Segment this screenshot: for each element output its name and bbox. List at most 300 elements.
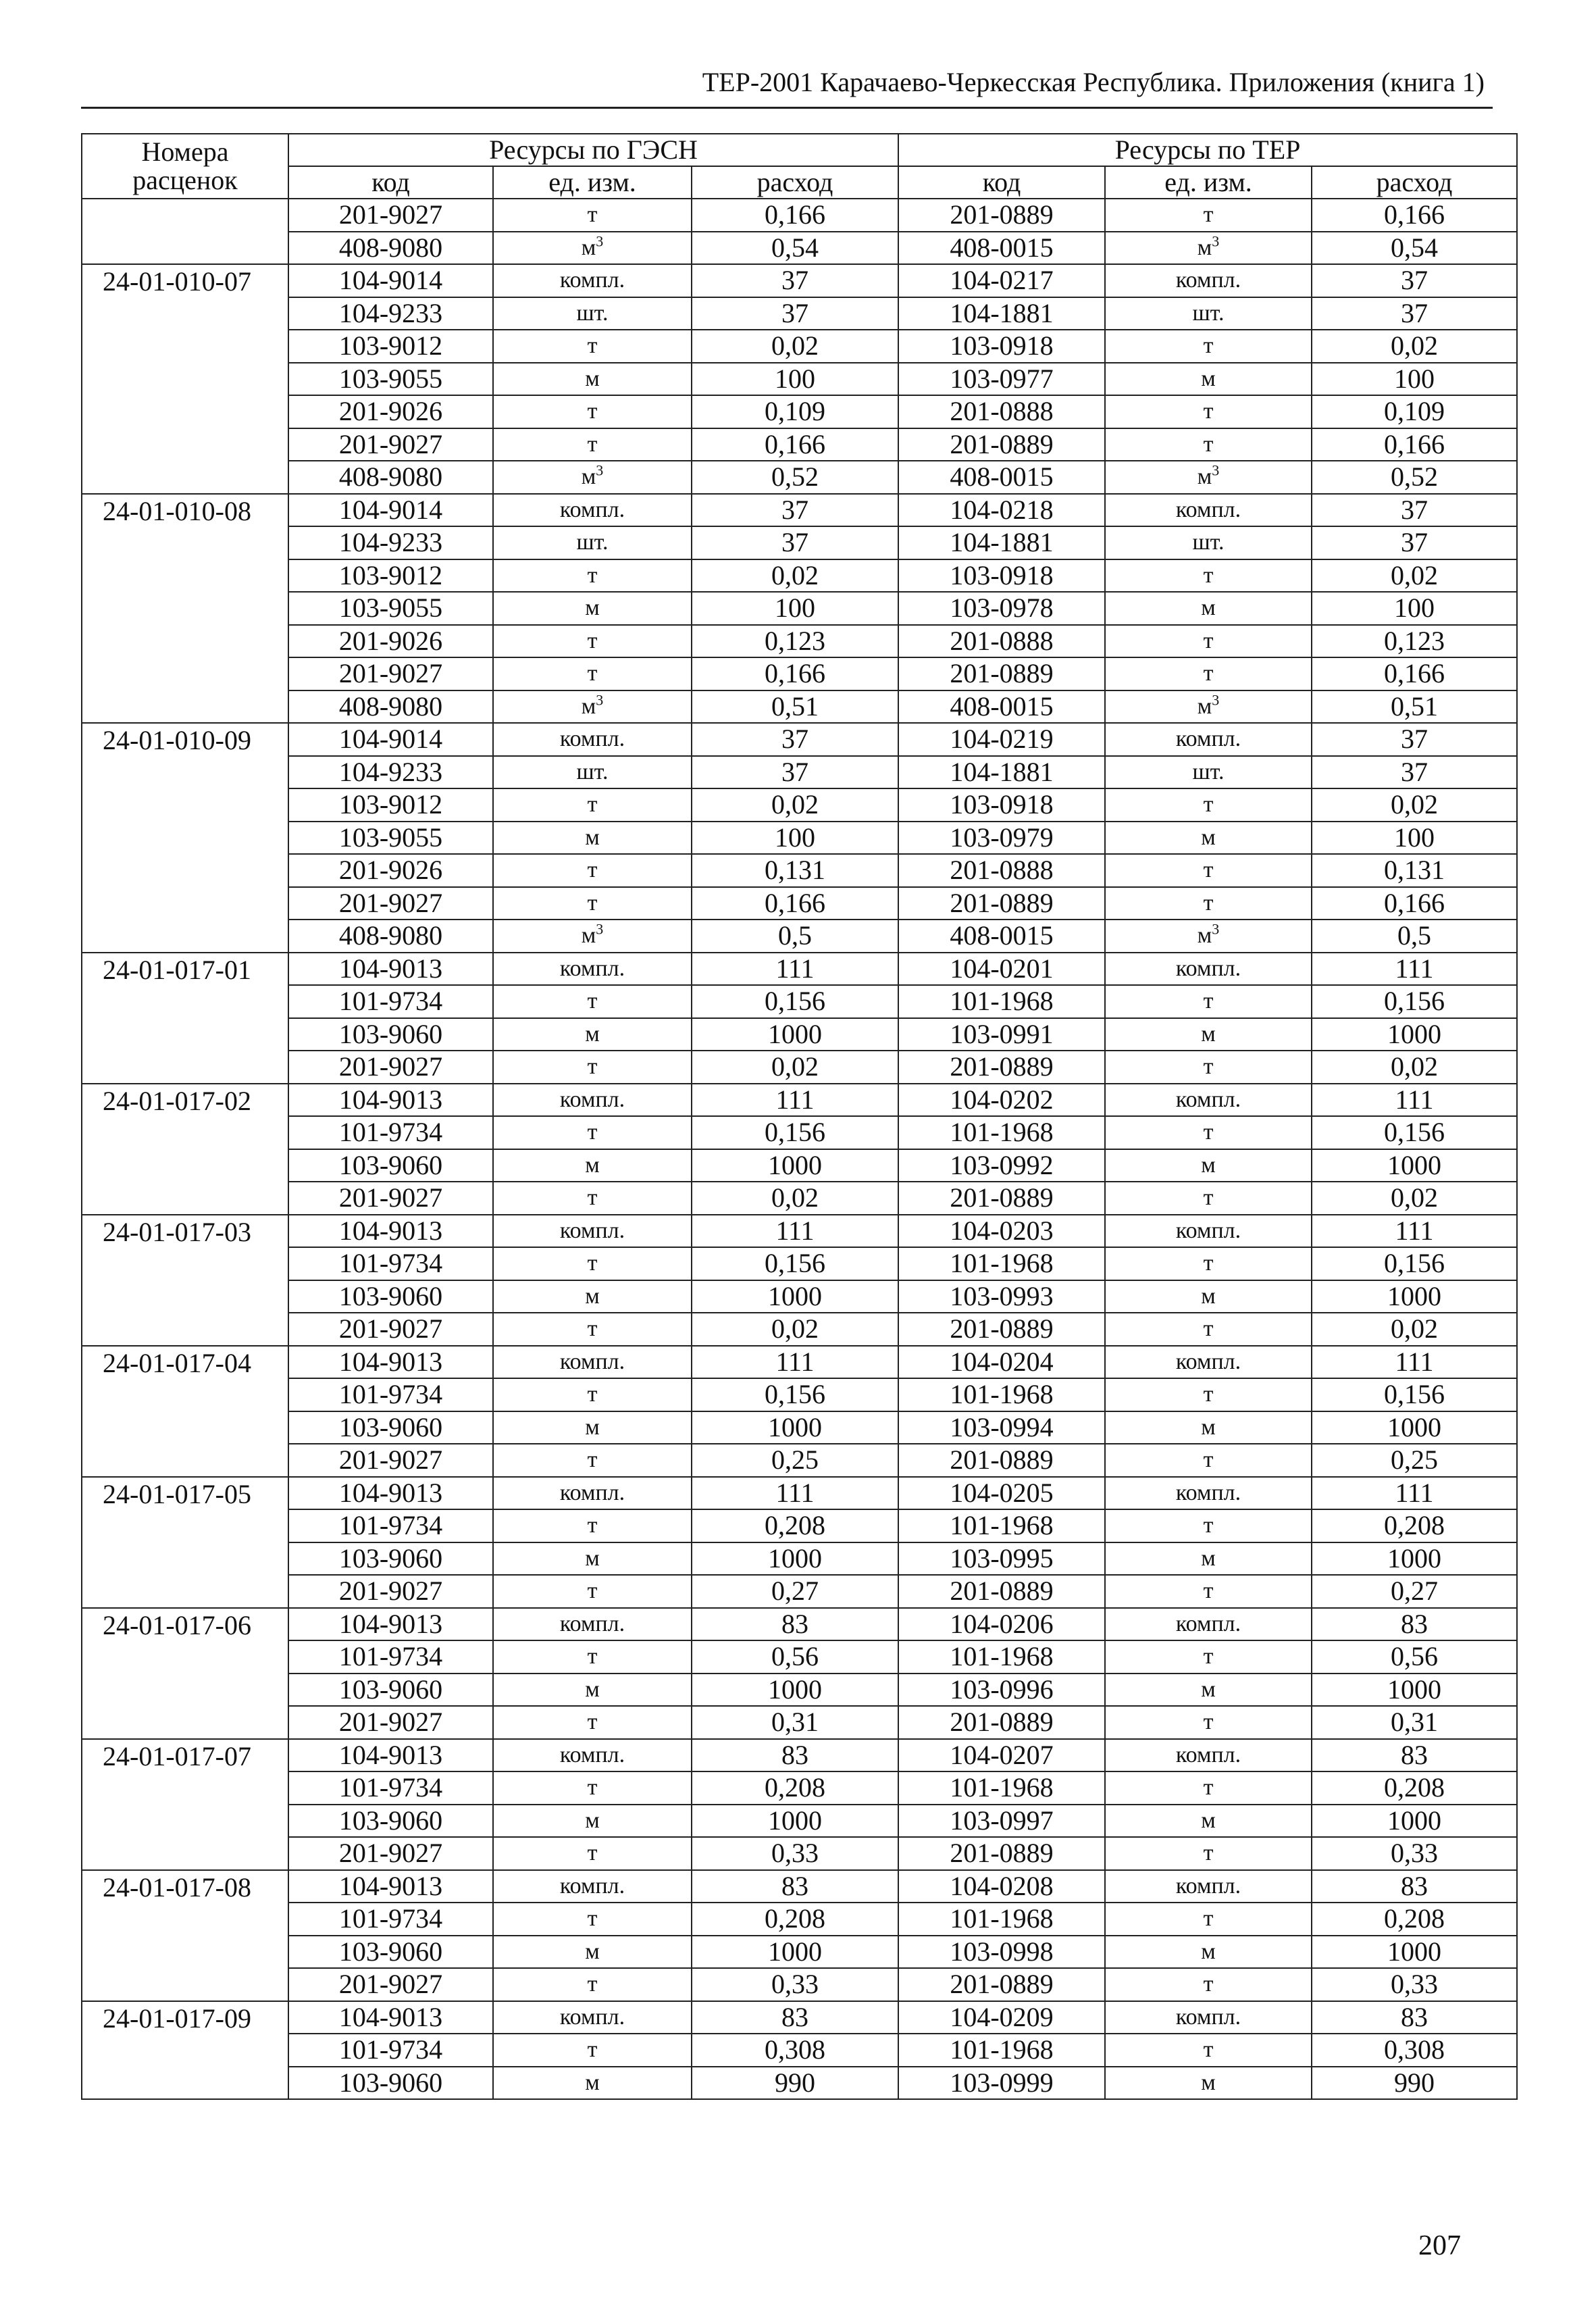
ter-code-cell: 103-0997 bbox=[898, 1805, 1105, 1838]
gesn-unit-cell: компл. bbox=[493, 1084, 692, 1117]
gesn-code-cell: 101-9734 bbox=[288, 1771, 493, 1805]
gesn-amount-cell: 0,109 bbox=[692, 395, 898, 428]
rate-number-cell bbox=[82, 199, 288, 264]
gesn-code-cell: 408-9080 bbox=[288, 920, 493, 953]
gesn-unit-cell: компл. bbox=[493, 1739, 692, 1772]
table-row bbox=[82, 1051, 1517, 1084]
ter-unit-cell: т bbox=[1105, 1247, 1312, 1280]
gesn-unit-cell: м bbox=[493, 1149, 692, 1182]
gesn-unit-cell: т bbox=[493, 887, 692, 920]
gesn-code-cell: 101-9734 bbox=[288, 1509, 493, 1542]
gesn-unit-cell: $м^3$ bbox=[493, 461, 692, 494]
ter-unit-cell: т bbox=[1105, 657, 1312, 690]
ter-code-cell: 101-1968 bbox=[898, 985, 1105, 1018]
table-row bbox=[82, 1215, 1517, 1248]
gesn-amount-cell: 0,54 bbox=[692, 232, 898, 265]
superscript-3: 3 bbox=[596, 921, 604, 938]
ter-code-cell: 201-0888 bbox=[898, 625, 1105, 658]
gesn-amount-cell: 37 bbox=[692, 723, 898, 756]
ter-code-cell: 201-0889 bbox=[898, 1444, 1105, 1477]
gesn-unit-cell: компл. bbox=[493, 1608, 692, 1641]
ter-unit-cell: компл. bbox=[1105, 494, 1312, 527]
gesn-code-cell: 101-9734 bbox=[288, 1903, 493, 1936]
gesn-unit-cell: т bbox=[493, 1968, 692, 2001]
gesn-amount-cell: 1000 bbox=[692, 1674, 898, 1707]
rate-number-cell: 24-01-017-08 bbox=[82, 1870, 288, 2001]
gesn-amount-cell: 0,02 bbox=[692, 788, 898, 822]
table-row bbox=[82, 461, 1517, 494]
ter-amount-cell: 100 bbox=[1312, 363, 1517, 396]
ter-unit-cell: т bbox=[1105, 1051, 1312, 1084]
table-row bbox=[82, 756, 1517, 789]
table-row bbox=[82, 592, 1517, 625]
ter-code-cell: 101-1968 bbox=[898, 1116, 1105, 1149]
gesn-amount-cell: 1000 bbox=[692, 1280, 898, 1313]
table-row bbox=[82, 395, 1517, 428]
gesn-unit-cell: т bbox=[493, 1247, 692, 1280]
gesn-amount-cell: 111 bbox=[692, 1477, 898, 1510]
gesn-unit-cell: м bbox=[493, 363, 692, 396]
table-row bbox=[82, 559, 1517, 593]
ter-amount-cell: 0,156 bbox=[1312, 1247, 1517, 1280]
gesn-code-cell: 201-9027 bbox=[288, 1051, 493, 1084]
ter-code-cell: 104-0203 bbox=[898, 1215, 1105, 1248]
ter-unit-cell: м bbox=[1105, 1936, 1312, 1969]
ter-amount-cell: 0,02 bbox=[1312, 1182, 1517, 1215]
ter-code-cell: 101-1968 bbox=[898, 1378, 1105, 1411]
ter-code-cell: 201-0889 bbox=[898, 1837, 1105, 1870]
gesn-amount-cell: 0,02 bbox=[692, 1182, 898, 1215]
ter-amount-cell: 0,208 bbox=[1312, 1771, 1517, 1805]
gesn-code-cell: 201-9027 bbox=[288, 1837, 493, 1870]
gesn-amount-cell: 0,156 bbox=[692, 1247, 898, 1280]
gesn-code-cell: 103-9055 bbox=[288, 363, 493, 396]
gesn-unit-cell: компл. bbox=[493, 1215, 692, 1248]
ter-unit-cell: т bbox=[1105, 887, 1312, 920]
gesn-unit-cell: т bbox=[493, 395, 692, 428]
table-row bbox=[82, 232, 1517, 265]
ter-code-cell: 201-0889 bbox=[898, 1313, 1105, 1346]
ter-unit-cell: шт. bbox=[1105, 297, 1312, 330]
gesn-code-cell: 201-9027 bbox=[288, 1182, 493, 1215]
gesn-code-cell: 201-9027 bbox=[288, 1575, 493, 1608]
gesn-unit-cell: компл. bbox=[493, 2001, 692, 2034]
gesn-unit-cell: т bbox=[493, 985, 692, 1018]
ter-code-cell: 103-0993 bbox=[898, 1280, 1105, 1313]
gesn-amount-cell: 1000 bbox=[692, 1018, 898, 1051]
ter-code-cell: 104-0201 bbox=[898, 953, 1105, 986]
gesn-amount-cell: 83 bbox=[692, 1608, 898, 1641]
gesn-unit-cell: т bbox=[493, 428, 692, 461]
gesn-code-cell: 201-9026 bbox=[288, 395, 493, 428]
column-header-rate-numbers bbox=[82, 134, 288, 199]
gesn-code-cell: 103-9060 bbox=[288, 1149, 493, 1182]
gesn-unit-cell: т bbox=[493, 1378, 692, 1411]
gesn-code-cell: 101-9734 bbox=[288, 1640, 493, 1674]
gesn-unit-cell: т bbox=[493, 854, 692, 887]
rate-number-cell: 24-01-017-01 bbox=[82, 953, 288, 1084]
ter-unit-cell: компл. bbox=[1105, 953, 1312, 986]
superscript-3: 3 bbox=[1212, 921, 1220, 938]
ter-unit-cell: т bbox=[1105, 788, 1312, 822]
gesn-unit-cell: т bbox=[493, 1051, 692, 1084]
gesn-unit-cell: м bbox=[493, 1280, 692, 1313]
rate-number-cell: 24-01-010-08 bbox=[82, 494, 288, 724]
gesn-code-cell: 104-9014 bbox=[288, 264, 493, 297]
ter-unit-cell: $м^3$ bbox=[1105, 690, 1312, 724]
ter-unit-cell: компл. bbox=[1105, 1215, 1312, 1248]
gesn-code-cell: 104-9013 bbox=[288, 1084, 493, 1117]
ter-unit-cell: $м^3$ bbox=[1105, 920, 1312, 953]
ter-unit-cell: т bbox=[1105, 854, 1312, 887]
gesn-amount-cell: 0,208 bbox=[692, 1509, 898, 1542]
ter-amount-cell: 111 bbox=[1312, 1346, 1517, 1379]
superscript-3: 3 bbox=[1212, 691, 1220, 709]
gesn-amount-cell: 37 bbox=[692, 264, 898, 297]
rate-number-cell: 24-01-017-04 bbox=[82, 1346, 288, 1477]
superscript-3: 3 bbox=[596, 232, 604, 250]
column-header-ter-unit: ед. изм. bbox=[1105, 166, 1312, 199]
table-row bbox=[82, 1575, 1517, 1608]
gesn-code-cell: 201-9027 bbox=[288, 428, 493, 461]
gesn-unit-cell: компл. bbox=[493, 1477, 692, 1510]
ter-amount-cell: 83 bbox=[1312, 1739, 1517, 1772]
ter-code-cell: 104-1881 bbox=[898, 526, 1105, 559]
ter-code-cell: 104-0202 bbox=[898, 1084, 1105, 1117]
table-row bbox=[82, 297, 1517, 330]
gesn-code-cell: 201-9027 bbox=[288, 1706, 493, 1739]
table-row bbox=[82, 953, 1517, 986]
gesn-code-cell: 103-9012 bbox=[288, 788, 493, 822]
table-row bbox=[82, 1444, 1517, 1477]
ter-code-cell: 103-0918 bbox=[898, 330, 1105, 363]
ter-unit-cell: м bbox=[1105, 1280, 1312, 1313]
ter-code-cell: 104-0218 bbox=[898, 494, 1105, 527]
gesn-amount-cell: 100 bbox=[692, 363, 898, 396]
gesn-code-cell: 103-9060 bbox=[288, 1411, 493, 1444]
ter-amount-cell: 0,166 bbox=[1312, 199, 1517, 232]
ter-unit-cell: т bbox=[1105, 1968, 1312, 2001]
ter-amount-cell: 0,02 bbox=[1312, 330, 1517, 363]
gesn-amount-cell: 0,123 bbox=[692, 625, 898, 658]
gesn-code-cell: 408-9080 bbox=[288, 690, 493, 724]
ter-amount-cell: 0,33 bbox=[1312, 1968, 1517, 2001]
ter-amount-cell: 1000 bbox=[1312, 1018, 1517, 1051]
gesn-amount-cell: 0,02 bbox=[692, 1313, 898, 1346]
ter-amount-cell: 0,308 bbox=[1312, 2034, 1517, 2067]
gesn-code-cell: 101-9734 bbox=[288, 2034, 493, 2067]
gesn-code-cell: 103-9060 bbox=[288, 1936, 493, 1969]
gesn-unit-cell: $м^3$ bbox=[493, 920, 692, 953]
ter-unit-cell: шт. bbox=[1105, 526, 1312, 559]
gesn-code-cell: 103-9012 bbox=[288, 330, 493, 363]
gesn-unit-cell: $м^3$ bbox=[493, 690, 692, 724]
table-row bbox=[82, 1182, 1517, 1215]
table-row bbox=[82, 788, 1517, 822]
rate-number-cell: 24-01-017-09 bbox=[82, 2001, 288, 2100]
ter-amount-cell: 0,5 bbox=[1312, 920, 1517, 953]
gesn-code-cell: 104-9013 bbox=[288, 1477, 493, 1510]
column-header-gesn-unit: ед. изм. bbox=[493, 166, 692, 199]
gesn-amount-cell: 1000 bbox=[692, 1936, 898, 1969]
gesn-unit-cell: т bbox=[493, 1640, 692, 1674]
ter-amount-cell: 100 bbox=[1312, 592, 1517, 625]
ter-code-cell: 103-0991 bbox=[898, 1018, 1105, 1051]
ter-code-cell: 103-0918 bbox=[898, 559, 1105, 593]
gesn-code-cell: 104-9013 bbox=[288, 953, 493, 986]
gesn-code-cell: 104-9014 bbox=[288, 723, 493, 756]
gesn-amount-cell: 37 bbox=[692, 526, 898, 559]
gesn-amount-cell: 0,52 bbox=[692, 461, 898, 494]
ter-code-cell: 103-0978 bbox=[898, 592, 1105, 625]
ter-amount-cell: 37 bbox=[1312, 756, 1517, 789]
gesn-amount-cell: 1000 bbox=[692, 1542, 898, 1576]
ter-unit-cell: компл. bbox=[1105, 723, 1312, 756]
ter-code-cell: 201-0888 bbox=[898, 854, 1105, 887]
gesn-unit-cell: шт. bbox=[493, 297, 692, 330]
column-header-gesn-amount: расход bbox=[692, 166, 898, 199]
ter-code-cell: 103-0979 bbox=[898, 822, 1105, 855]
ter-unit-cell: м bbox=[1105, 1149, 1312, 1182]
ter-code-cell: 201-0889 bbox=[898, 887, 1105, 920]
gesn-amount-cell: 0,208 bbox=[692, 1771, 898, 1805]
gesn-unit-cell: м bbox=[493, 1542, 692, 1576]
gesn-unit-cell: т bbox=[493, 1116, 692, 1149]
gesn-code-cell: 103-9060 bbox=[288, 1542, 493, 1576]
gesn-amount-cell: 0,27 bbox=[692, 1575, 898, 1608]
ter-amount-cell: 0,123 bbox=[1312, 625, 1517, 658]
table-row bbox=[82, 2001, 1517, 2034]
ter-code-cell: 103-0996 bbox=[898, 1674, 1105, 1707]
ter-unit-cell: м bbox=[1105, 592, 1312, 625]
table-row bbox=[82, 1837, 1517, 1870]
ter-amount-cell: 111 bbox=[1312, 1084, 1517, 1117]
gesn-unit-cell: м bbox=[493, 1805, 692, 1838]
ter-unit-cell: м bbox=[1105, 822, 1312, 855]
ter-code-cell: 408-0015 bbox=[898, 232, 1105, 265]
ter-amount-cell: 0,31 bbox=[1312, 1706, 1517, 1739]
table-row bbox=[82, 1968, 1517, 2001]
table-row bbox=[82, 822, 1517, 855]
gesn-amount-cell: 83 bbox=[692, 2001, 898, 2034]
ter-unit-cell: т bbox=[1105, 559, 1312, 593]
ter-unit-cell: т bbox=[1105, 1509, 1312, 1542]
gesn-amount-cell: 100 bbox=[692, 592, 898, 625]
table-row bbox=[82, 690, 1517, 724]
ter-code-cell: 103-0995 bbox=[898, 1542, 1105, 1576]
gesn-unit-cell: т bbox=[493, 1771, 692, 1805]
ter-unit-cell: $м^3$ bbox=[1105, 461, 1312, 494]
gesn-unit-cell: т bbox=[493, 625, 692, 658]
ter-amount-cell: 37 bbox=[1312, 494, 1517, 527]
gesn-unit-cell: м bbox=[493, 1674, 692, 1707]
gesn-amount-cell: 0,131 bbox=[692, 854, 898, 887]
gesn-code-cell: 103-9012 bbox=[288, 559, 493, 593]
ter-amount-cell: 1000 bbox=[1312, 1674, 1517, 1707]
ter-amount-cell: 37 bbox=[1312, 264, 1517, 297]
ter-unit-cell: т bbox=[1105, 1771, 1312, 1805]
gesn-amount-cell: 0,166 bbox=[692, 887, 898, 920]
table-row bbox=[82, 1280, 1517, 1313]
ter-amount-cell: 0,208 bbox=[1312, 1509, 1517, 1542]
gesn-code-cell: 201-9027 bbox=[288, 887, 493, 920]
gesn-code-cell: 104-9233 bbox=[288, 297, 493, 330]
gesn-amount-cell: 990 bbox=[692, 2067, 898, 2100]
ter-amount-cell: 0,51 bbox=[1312, 690, 1517, 724]
page-number: 207 bbox=[1418, 2230, 1461, 2261]
table-row bbox=[82, 1116, 1517, 1149]
header-rule bbox=[81, 107, 1493, 109]
ter-amount-cell: 0,156 bbox=[1312, 985, 1517, 1018]
ter-amount-cell: 1000 bbox=[1312, 1280, 1517, 1313]
gesn-unit-cell: компл. bbox=[493, 723, 692, 756]
ter-amount-cell: 100 bbox=[1312, 822, 1517, 855]
table-row bbox=[82, 2034, 1517, 2067]
gesn-unit-cell: т bbox=[493, 559, 692, 593]
column-header-gesn-code: код bbox=[288, 166, 493, 199]
ter-unit-cell: компл. bbox=[1105, 1739, 1312, 1772]
table-row bbox=[82, 1018, 1517, 1051]
ter-code-cell: 103-0977 bbox=[898, 363, 1105, 396]
gesn-unit-cell: компл. bbox=[493, 264, 692, 297]
ter-unit-cell: шт. bbox=[1105, 756, 1312, 789]
table-row bbox=[82, 723, 1517, 756]
ter-amount-cell: 0,02 bbox=[1312, 788, 1517, 822]
gesn-unit-cell: м bbox=[493, 592, 692, 625]
ter-code-cell: 201-0889 bbox=[898, 1968, 1105, 2001]
table-row bbox=[82, 1477, 1517, 1510]
table-row bbox=[82, 1771, 1517, 1805]
ter-code-cell: 201-0889 bbox=[898, 199, 1105, 232]
ter-unit-cell: т bbox=[1105, 1575, 1312, 1608]
gesn-unit-cell: т bbox=[493, 1575, 692, 1608]
gesn-amount-cell: 37 bbox=[692, 297, 898, 330]
ter-unit-cell: т bbox=[1105, 1313, 1312, 1346]
gesn-unit-cell: м bbox=[493, 822, 692, 855]
gesn-code-cell: 201-9027 bbox=[288, 657, 493, 690]
gesn-code-cell: 104-9013 bbox=[288, 1739, 493, 1772]
ter-code-cell: 103-0999 bbox=[898, 2067, 1105, 2100]
column-group-gesn: Ресурсы по ГЭСН bbox=[288, 134, 898, 166]
ter-code-cell: 104-0204 bbox=[898, 1346, 1105, 1379]
gesn-code-cell: 103-9060 bbox=[288, 1805, 493, 1838]
ter-unit-cell: т bbox=[1105, 1706, 1312, 1739]
ter-amount-cell: 0,156 bbox=[1312, 1116, 1517, 1149]
gesn-unit-cell: м bbox=[493, 1018, 692, 1051]
gesn-code-cell: 103-9060 bbox=[288, 1674, 493, 1707]
gesn-code-cell: 104-9013 bbox=[288, 2001, 493, 2034]
ter-amount-cell: 1000 bbox=[1312, 1936, 1517, 1969]
ter-amount-cell: 0,166 bbox=[1312, 428, 1517, 461]
gesn-amount-cell: 0,02 bbox=[692, 1051, 898, 1084]
ter-code-cell: 104-1881 bbox=[898, 756, 1105, 789]
gesn-unit-cell: т bbox=[493, 199, 692, 232]
ter-amount-cell: 0,02 bbox=[1312, 1051, 1517, 1084]
ter-unit-cell: компл. bbox=[1105, 1346, 1312, 1379]
gesn-amount-cell: 0,166 bbox=[692, 428, 898, 461]
gesn-amount-cell: 111 bbox=[692, 1346, 898, 1379]
gesn-unit-cell: компл. bbox=[493, 494, 692, 527]
ter-amount-cell: 111 bbox=[1312, 953, 1517, 986]
gesn-amount-cell: 0,5 bbox=[692, 920, 898, 953]
ter-amount-cell: 0,131 bbox=[1312, 854, 1517, 887]
table-row bbox=[82, 1739, 1517, 1772]
gesn-amount-cell: 0,25 bbox=[692, 1444, 898, 1477]
ter-unit-cell: компл. bbox=[1105, 2001, 1312, 2034]
ter-unit-cell: т bbox=[1105, 1837, 1312, 1870]
table-row bbox=[82, 625, 1517, 658]
ter-unit-cell: т bbox=[1105, 395, 1312, 428]
ter-code-cell: 101-1968 bbox=[898, 1247, 1105, 1280]
ter-amount-cell: 990 bbox=[1312, 2067, 1517, 2100]
ter-unit-cell: т bbox=[1105, 1903, 1312, 1936]
ter-unit-cell: компл. bbox=[1105, 264, 1312, 297]
gesn-unit-cell: т bbox=[493, 2034, 692, 2067]
ter-code-cell: 101-1968 bbox=[898, 1903, 1105, 1936]
ter-amount-cell: 1000 bbox=[1312, 1411, 1517, 1444]
ter-amount-cell: 37 bbox=[1312, 723, 1517, 756]
gesn-code-cell: 103-9060 bbox=[288, 1018, 493, 1051]
ter-code-cell: 201-0889 bbox=[898, 1182, 1105, 1215]
gesn-amount-cell: 0,166 bbox=[692, 657, 898, 690]
ter-unit-cell: т bbox=[1105, 985, 1312, 1018]
column-group-ter: Ресурсы по ТЕР bbox=[898, 134, 1517, 166]
gesn-code-cell: 201-9027 bbox=[288, 1444, 493, 1477]
ter-code-cell: 408-0015 bbox=[898, 461, 1105, 494]
ter-code-cell: 101-1968 bbox=[898, 1771, 1105, 1805]
gesn-amount-cell: 83 bbox=[692, 1739, 898, 1772]
ter-unit-cell: т bbox=[1105, 428, 1312, 461]
gesn-amount-cell: 83 bbox=[692, 1870, 898, 1903]
ter-code-cell: 103-0998 bbox=[898, 1936, 1105, 1969]
table-row bbox=[82, 199, 1517, 232]
gesn-code-cell: 408-9080 bbox=[288, 461, 493, 494]
ter-amount-cell: 0,25 bbox=[1312, 1444, 1517, 1477]
ter-amount-cell: 37 bbox=[1312, 297, 1517, 330]
ter-unit-cell: м bbox=[1105, 1805, 1312, 1838]
gesn-unit-cell: м bbox=[493, 2067, 692, 2100]
gesn-unit-cell: $м^3$ bbox=[493, 232, 692, 265]
gesn-amount-cell: 100 bbox=[692, 822, 898, 855]
gesn-amount-cell: 111 bbox=[692, 1084, 898, 1117]
superscript-3: 3 bbox=[596, 691, 604, 709]
ter-amount-cell: 0,166 bbox=[1312, 887, 1517, 920]
ter-code-cell: 104-0219 bbox=[898, 723, 1105, 756]
ter-amount-cell: 0,27 bbox=[1312, 1575, 1517, 1608]
resources-table bbox=[81, 133, 1518, 2100]
gesn-code-cell: 103-9060 bbox=[288, 1280, 493, 1313]
gesn-unit-cell: т bbox=[493, 1509, 692, 1542]
gesn-code-cell: 201-9027 bbox=[288, 1968, 493, 2001]
table-row bbox=[82, 264, 1517, 297]
superscript-3: 3 bbox=[596, 462, 604, 480]
ter-amount-cell: 0,54 bbox=[1312, 232, 1517, 265]
ter-unit-cell: т bbox=[1105, 1444, 1312, 1477]
table-row bbox=[82, 1870, 1517, 1903]
gesn-amount-cell: 0,31 bbox=[692, 1706, 898, 1739]
page-header: ТЕР-2001 Карачаево-Черкесская Республика. Приложения (книга 1) bbox=[702, 67, 1485, 97]
gesn-unit-cell: м bbox=[493, 1936, 692, 1969]
gesn-unit-cell: т bbox=[493, 1837, 692, 1870]
gesn-code-cell: 104-9014 bbox=[288, 494, 493, 527]
table-row bbox=[82, 1805, 1517, 1838]
gesn-amount-cell: 0,156 bbox=[692, 1116, 898, 1149]
column-header-ter-code: код bbox=[898, 166, 1105, 199]
gesn-code-cell: 201-9026 bbox=[288, 854, 493, 887]
gesn-amount-cell: 0,51 bbox=[692, 690, 898, 724]
gesn-amount-cell: 111 bbox=[692, 1215, 898, 1248]
ter-unit-cell: компл. bbox=[1105, 1084, 1312, 1117]
